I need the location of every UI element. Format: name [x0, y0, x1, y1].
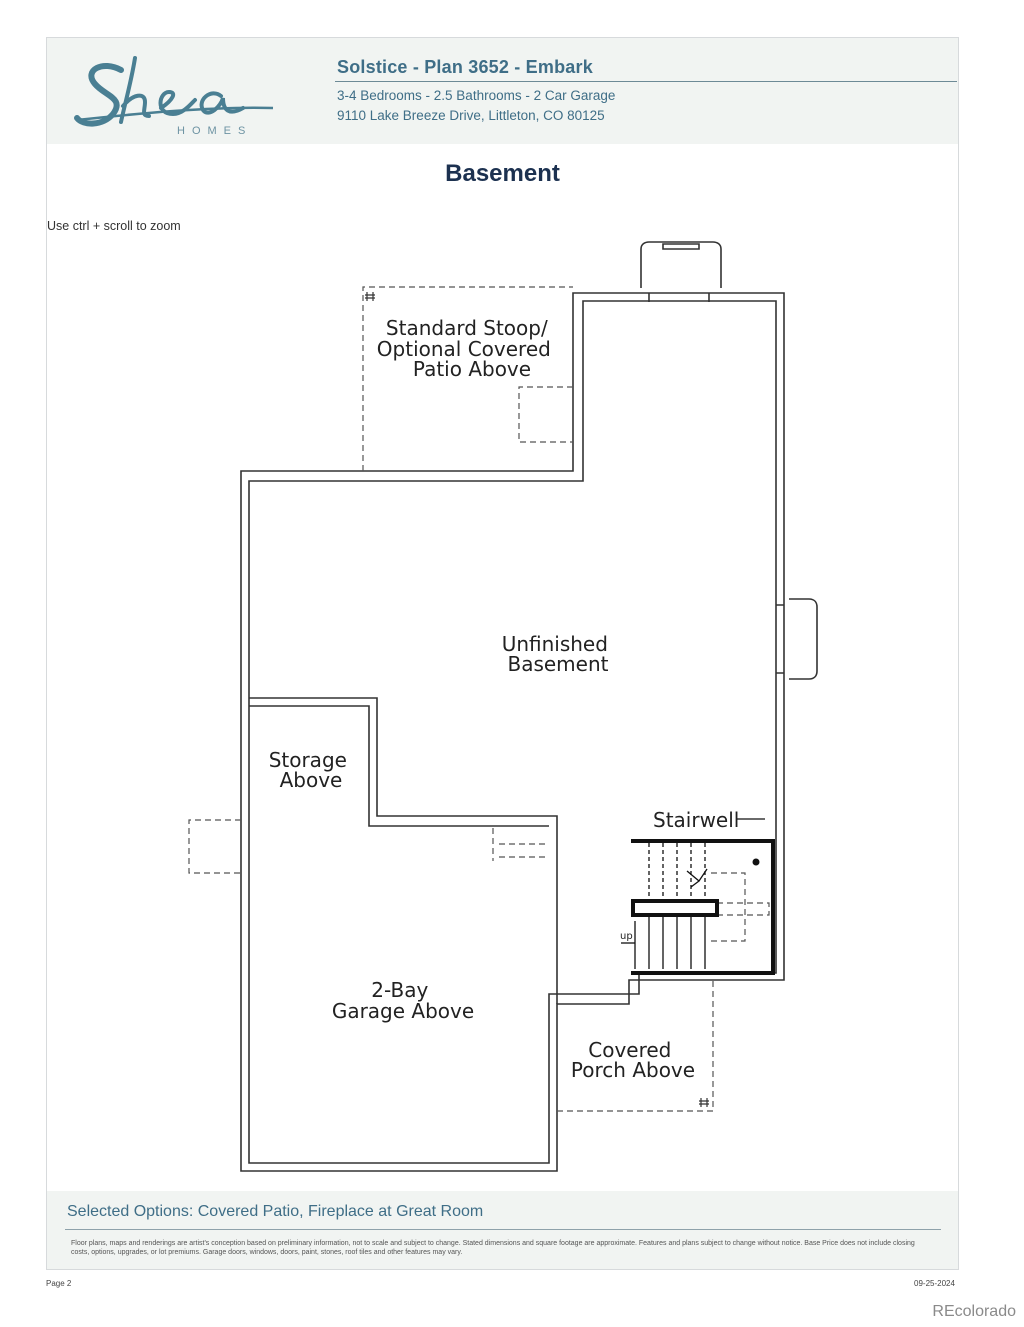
stoop-label-line-3: Patio Above [412, 357, 532, 381]
disclaimer-text: Floor plans, maps and renderings are artist's conception based on preliminary information, not to scale and subject to change. Stated dimensions and square footage are approximate. Features and plans subject to change without notice. Base Price does not include closing costs, options, upgrades, or lot premiums. Garage doors, windows, doors, paint, stones, roof tiles and other features may vary. [71, 1240, 915, 1256]
storage-label-line-2: Above [279, 768, 343, 792]
porch-label-line-2: Porch Above [570, 1058, 696, 1082]
logo-subtitle: HOMES [177, 125, 253, 137]
plan-title: Solstice - Plan 3652 - Embark [337, 57, 593, 77]
basement-label-line-2: Basement [507, 652, 609, 676]
footer-divider [65, 1229, 941, 1230]
support-post [753, 859, 760, 866]
selected-options: Selected Options: Covered Patio, Fireplace at Great Room [67, 1203, 484, 1220]
garage-label [332, 978, 474, 1023]
porch-label [571, 1038, 695, 1082]
stair-up-label: up [620, 931, 633, 942]
garage-label-line-2: Garage Above [331, 999, 475, 1023]
storage-label-line-1: Storage [268, 748, 347, 772]
stoop-label-line-2: Optional Covered [376, 337, 551, 361]
page-date: 09-25-2024 [914, 1279, 955, 1288]
basement-label [502, 632, 615, 676]
page-number: Page 2 [46, 1279, 72, 1288]
stoop-label-line-1: Standard Stoop/ [385, 316, 548, 340]
zoom-hint: Use ctrl + scroll to zoom [47, 219, 181, 233]
storage-label [269, 748, 354, 792]
basement-floorplan[interactable] [1, 1, 1024, 1327]
plan-specs: 3-4 Bedrooms - 2.5 Bathrooms - 2 Car Garage [337, 88, 616, 103]
garage-label-line-1: 2-Bay [371, 978, 429, 1002]
footer-band [47, 1191, 958, 1269]
stairwell-label: Stairwell [653, 808, 740, 832]
porch-label-line-1: Covered [588, 1038, 672, 1062]
logo-brand-name: Shea [73, 48, 76, 49]
recolorado-watermark: REcolorado [932, 1303, 1016, 1320]
basement-label-line-1: Unfinished [501, 632, 608, 656]
plan-address: 9110 Lake Breeze Drive, Littleton, CO 80125 [337, 108, 605, 123]
stoop-label [377, 316, 557, 381]
plan-sheet [46, 37, 959, 1270]
page-heading: Basement [445, 160, 560, 187]
